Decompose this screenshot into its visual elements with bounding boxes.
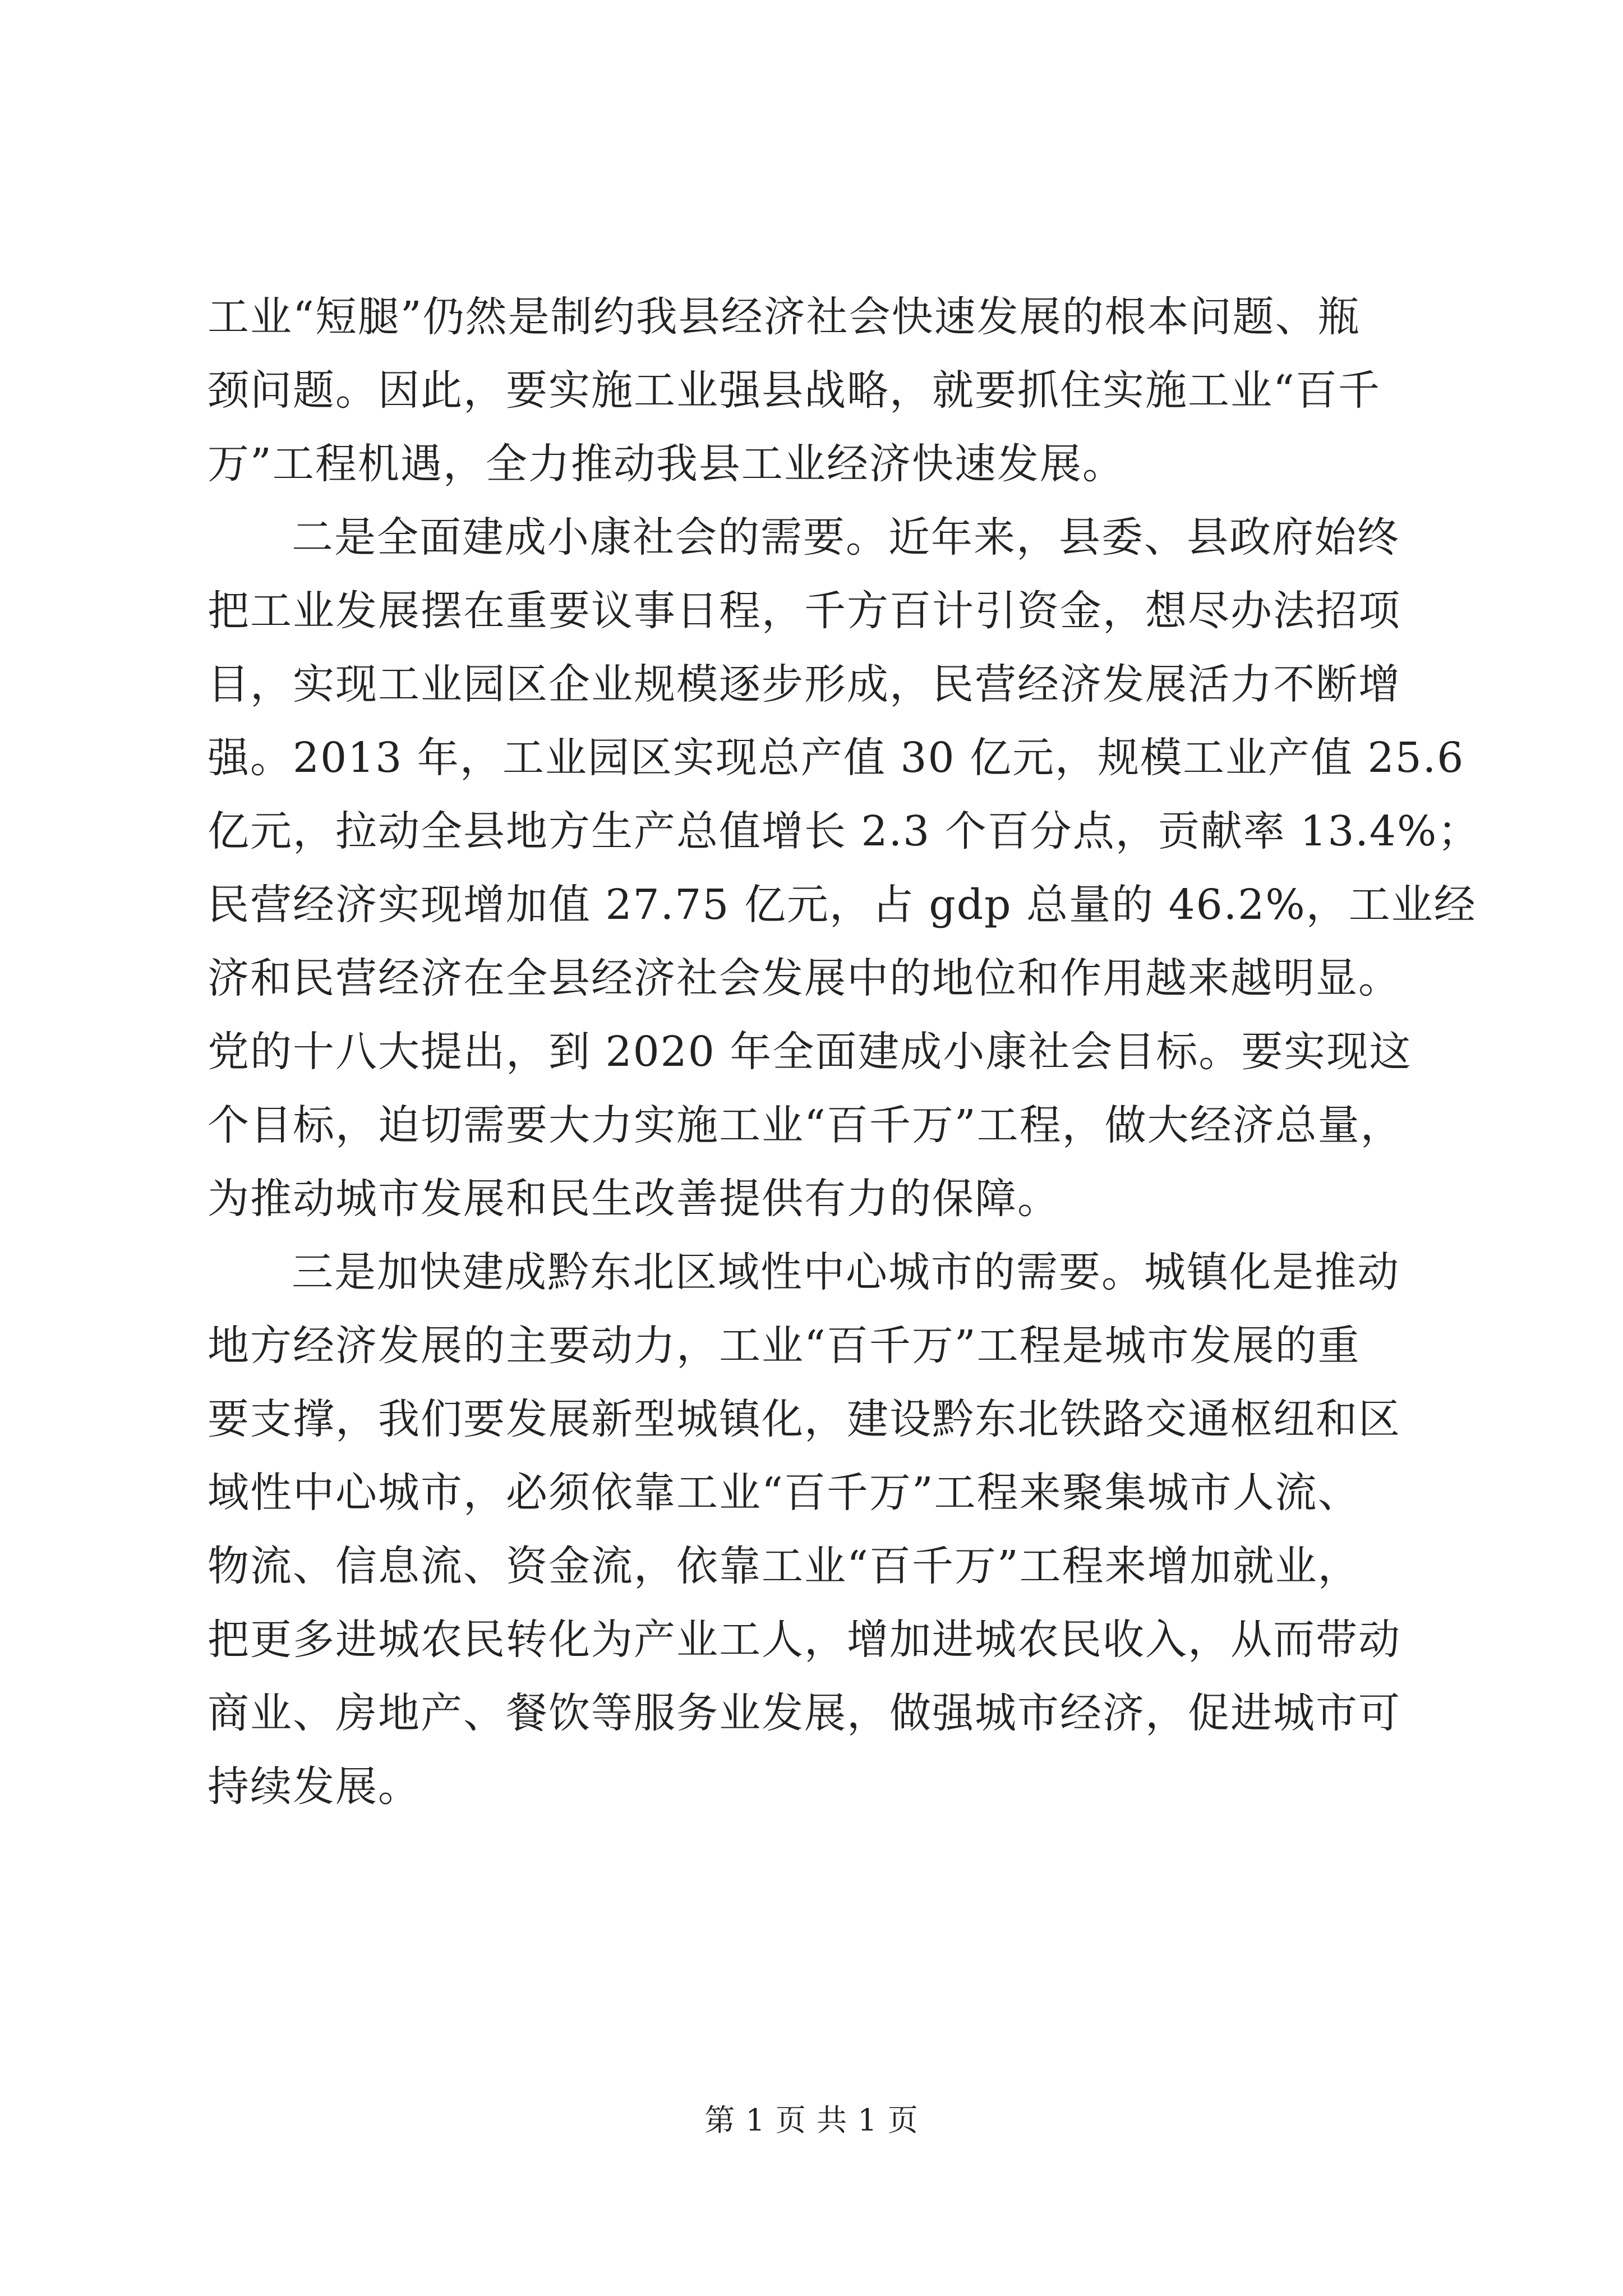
text-line: 把工业发展摆在重要议事日程，千方百计引资金，想尽办法招项 [208, 587, 1401, 635]
text-line: 把更多进城农民转化为产业工人，增加进城农民收入，从而带动 [208, 1616, 1401, 1664]
text-line: 为推动城市发展和民生改善提供有力的保障。 [208, 1175, 1060, 1223]
paragraph-2 [208, 501, 1481, 1236]
text-line: 个目标，迫切需要大力实施工业“百千万”工程，做大经济总量， [208, 1101, 1403, 1149]
text-line: 济和民营经济在全县经济社会发展中的地位和作用越来越明显。 [208, 954, 1401, 1002]
document-body [208, 280, 1481, 1824]
text-line: 强。2013 年，工业园区实现总产值 30 亿元，规模工业产值 25.6 [208, 734, 1465, 782]
paragraph-1 [208, 280, 1441, 501]
text-line: 民营经济实现增加值 27.75 亿元，占 gdp 总量的 46.2%，工业经 [208, 881, 1477, 929]
text-line: 党的十八大提出，到 2020 年全面建成小康社会目标。要实现这 [208, 1028, 1412, 1076]
text-line: 物流、信息流、资金流，依靠工业“百千万”工程来增加就业， [208, 1542, 1361, 1590]
text-line: 万”工程机遇，全力推动我县工业经济快速发展。 [208, 440, 1125, 488]
text-line: 商业、房地产、餐饮等服务业发展，做强城市经济，促进城市可 [208, 1689, 1401, 1737]
text-line: 工业“短腿”仍然是制约我县经济社会快速发展的根本问题、瓶 [208, 293, 1361, 341]
text-line: 地方经济发展的主要动力，工业“百千万”工程是城市发展的重 [208, 1322, 1361, 1370]
paragraph-3 [208, 1236, 1441, 1824]
text-line: 亿元，拉动全县地方生产总值增长 2.3 个百分点，贡献率 13.4%； [208, 807, 1481, 855]
page-footer [0, 2101, 1623, 2140]
page-number-label: 第 1 页 共 1 页 [704, 2102, 919, 2138]
text-line: 持续发展。 [208, 1763, 421, 1811]
text-line: 颈问题。因此，要实施工业强县战略，就要抓住实施工业“百千 [208, 366, 1381, 415]
text-line: 目，实现工业园区企业规模逐步形成，民营经济发展活力不断增 [208, 660, 1401, 708]
text-line: 二是全面建成小康社会的需要。近年来，县委、县政府始终 [292, 513, 1400, 562]
text-line: 域性中心城市，必须依靠工业“百千万”工程来聚集城市人流、 [208, 1469, 1361, 1517]
text-line: 要支撑，我们要发展新型城镇化，建设黔东北铁路交通枢纽和区 [208, 1395, 1401, 1443]
text-line: 三是加快建成黔东北区域性中心城市的需要。城镇化是推动 [292, 1248, 1400, 1296]
